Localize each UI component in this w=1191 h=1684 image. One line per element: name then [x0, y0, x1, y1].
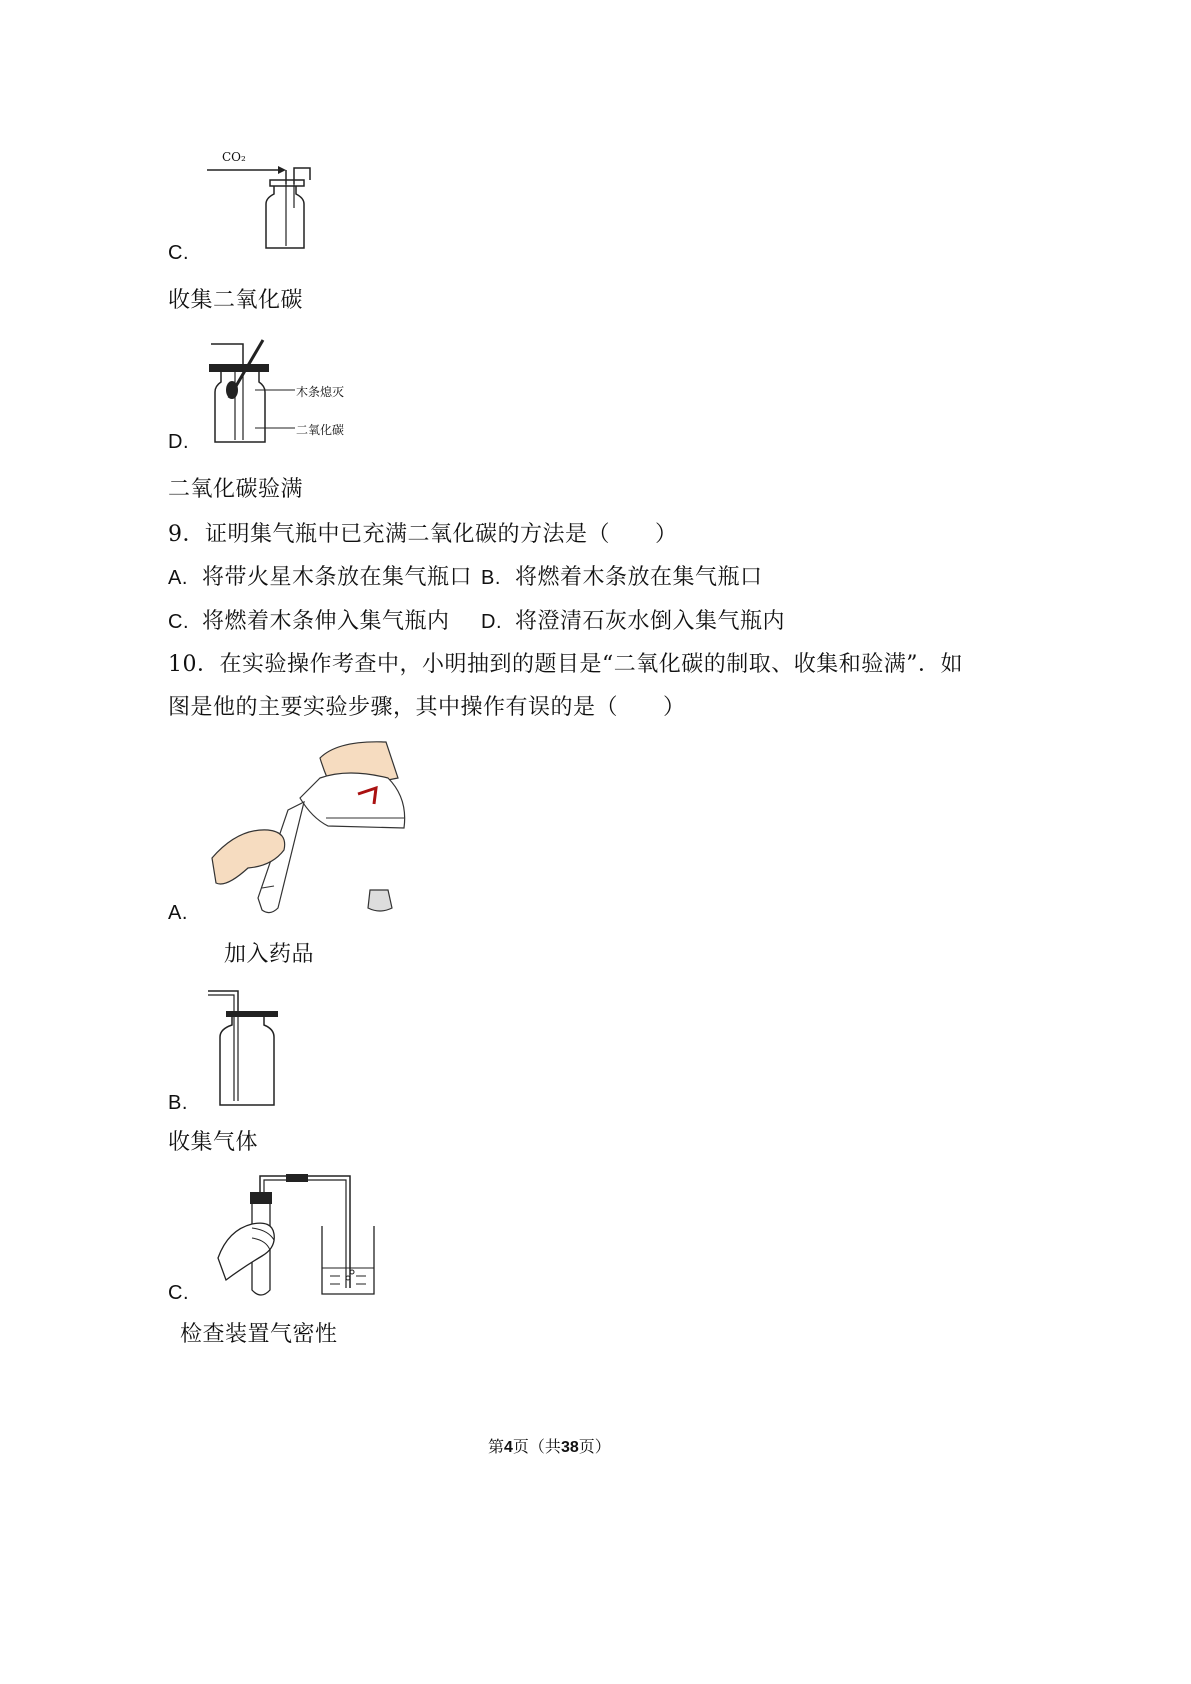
footer-middle: 页（共 [512, 1437, 561, 1456]
co2-label: 二氧化碳 [296, 423, 345, 437]
collect-gas-figure [206, 985, 286, 1110]
q9-b-text: 将燃着木条放在集气瓶口 [515, 565, 763, 590]
option-d-letter: D. [168, 431, 189, 453]
add-reagent-figure [208, 738, 408, 918]
q10-a-letter: A. [168, 902, 188, 924]
co2-full-test-figure [205, 338, 295, 448]
q9-c-text: 将燃着木条伸入集气瓶内 [202, 609, 450, 634]
q9-d-text: 将澄清石灰水倒入集气瓶内 [515, 609, 786, 634]
q9-d-letter: D. [481, 611, 502, 633]
wood-stick-label: 木条熄灭 [296, 385, 345, 399]
q10-c-letter: C. [168, 1282, 189, 1304]
q9-a-text: 将带火星木条放在集气瓶口 [202, 565, 473, 590]
option-c-caption: 收集二氧化碳 [168, 288, 304, 313]
q9-stem: 9．证明集气瓶中已充满二氧化碳的方法是（ ） [168, 522, 678, 547]
footer-total-pages: 38 [560, 1439, 579, 1456]
q9-a-letter: A. [168, 567, 188, 589]
q10-c-caption: 检查装置气密性 [180, 1322, 338, 1347]
co2-gas-label: CO₂ [222, 150, 246, 164]
q10-b-caption: 收集气体 [168, 1130, 259, 1155]
q10-stem-line2: 图是他的主要实验步骤，其中操作有误的是（ ） [168, 695, 686, 720]
option-d-caption: 二氧化碳验满 [168, 477, 304, 502]
q9-c-letter: C. [168, 611, 189, 633]
q10-a-caption: 加入药品 [224, 942, 315, 967]
q10-b-letter: B. [168, 1092, 188, 1114]
q10-stem-line1: 10．在实验操作考查中，小明抽到的题目是“二氧化碳的制取、收集和验满”．如 [168, 652, 963, 677]
footer-prefix: 第 [488, 1437, 505, 1456]
airtightness-figure [212, 1168, 382, 1303]
footer-page-number: 4 [504, 1439, 513, 1456]
footer-suffix: 页） [578, 1437, 611, 1456]
co2-collection-figure [200, 148, 320, 258]
q9-b-letter: B. [481, 567, 501, 589]
page-footer [488, 1434, 611, 1457]
option-c-letter: C. [168, 242, 189, 264]
